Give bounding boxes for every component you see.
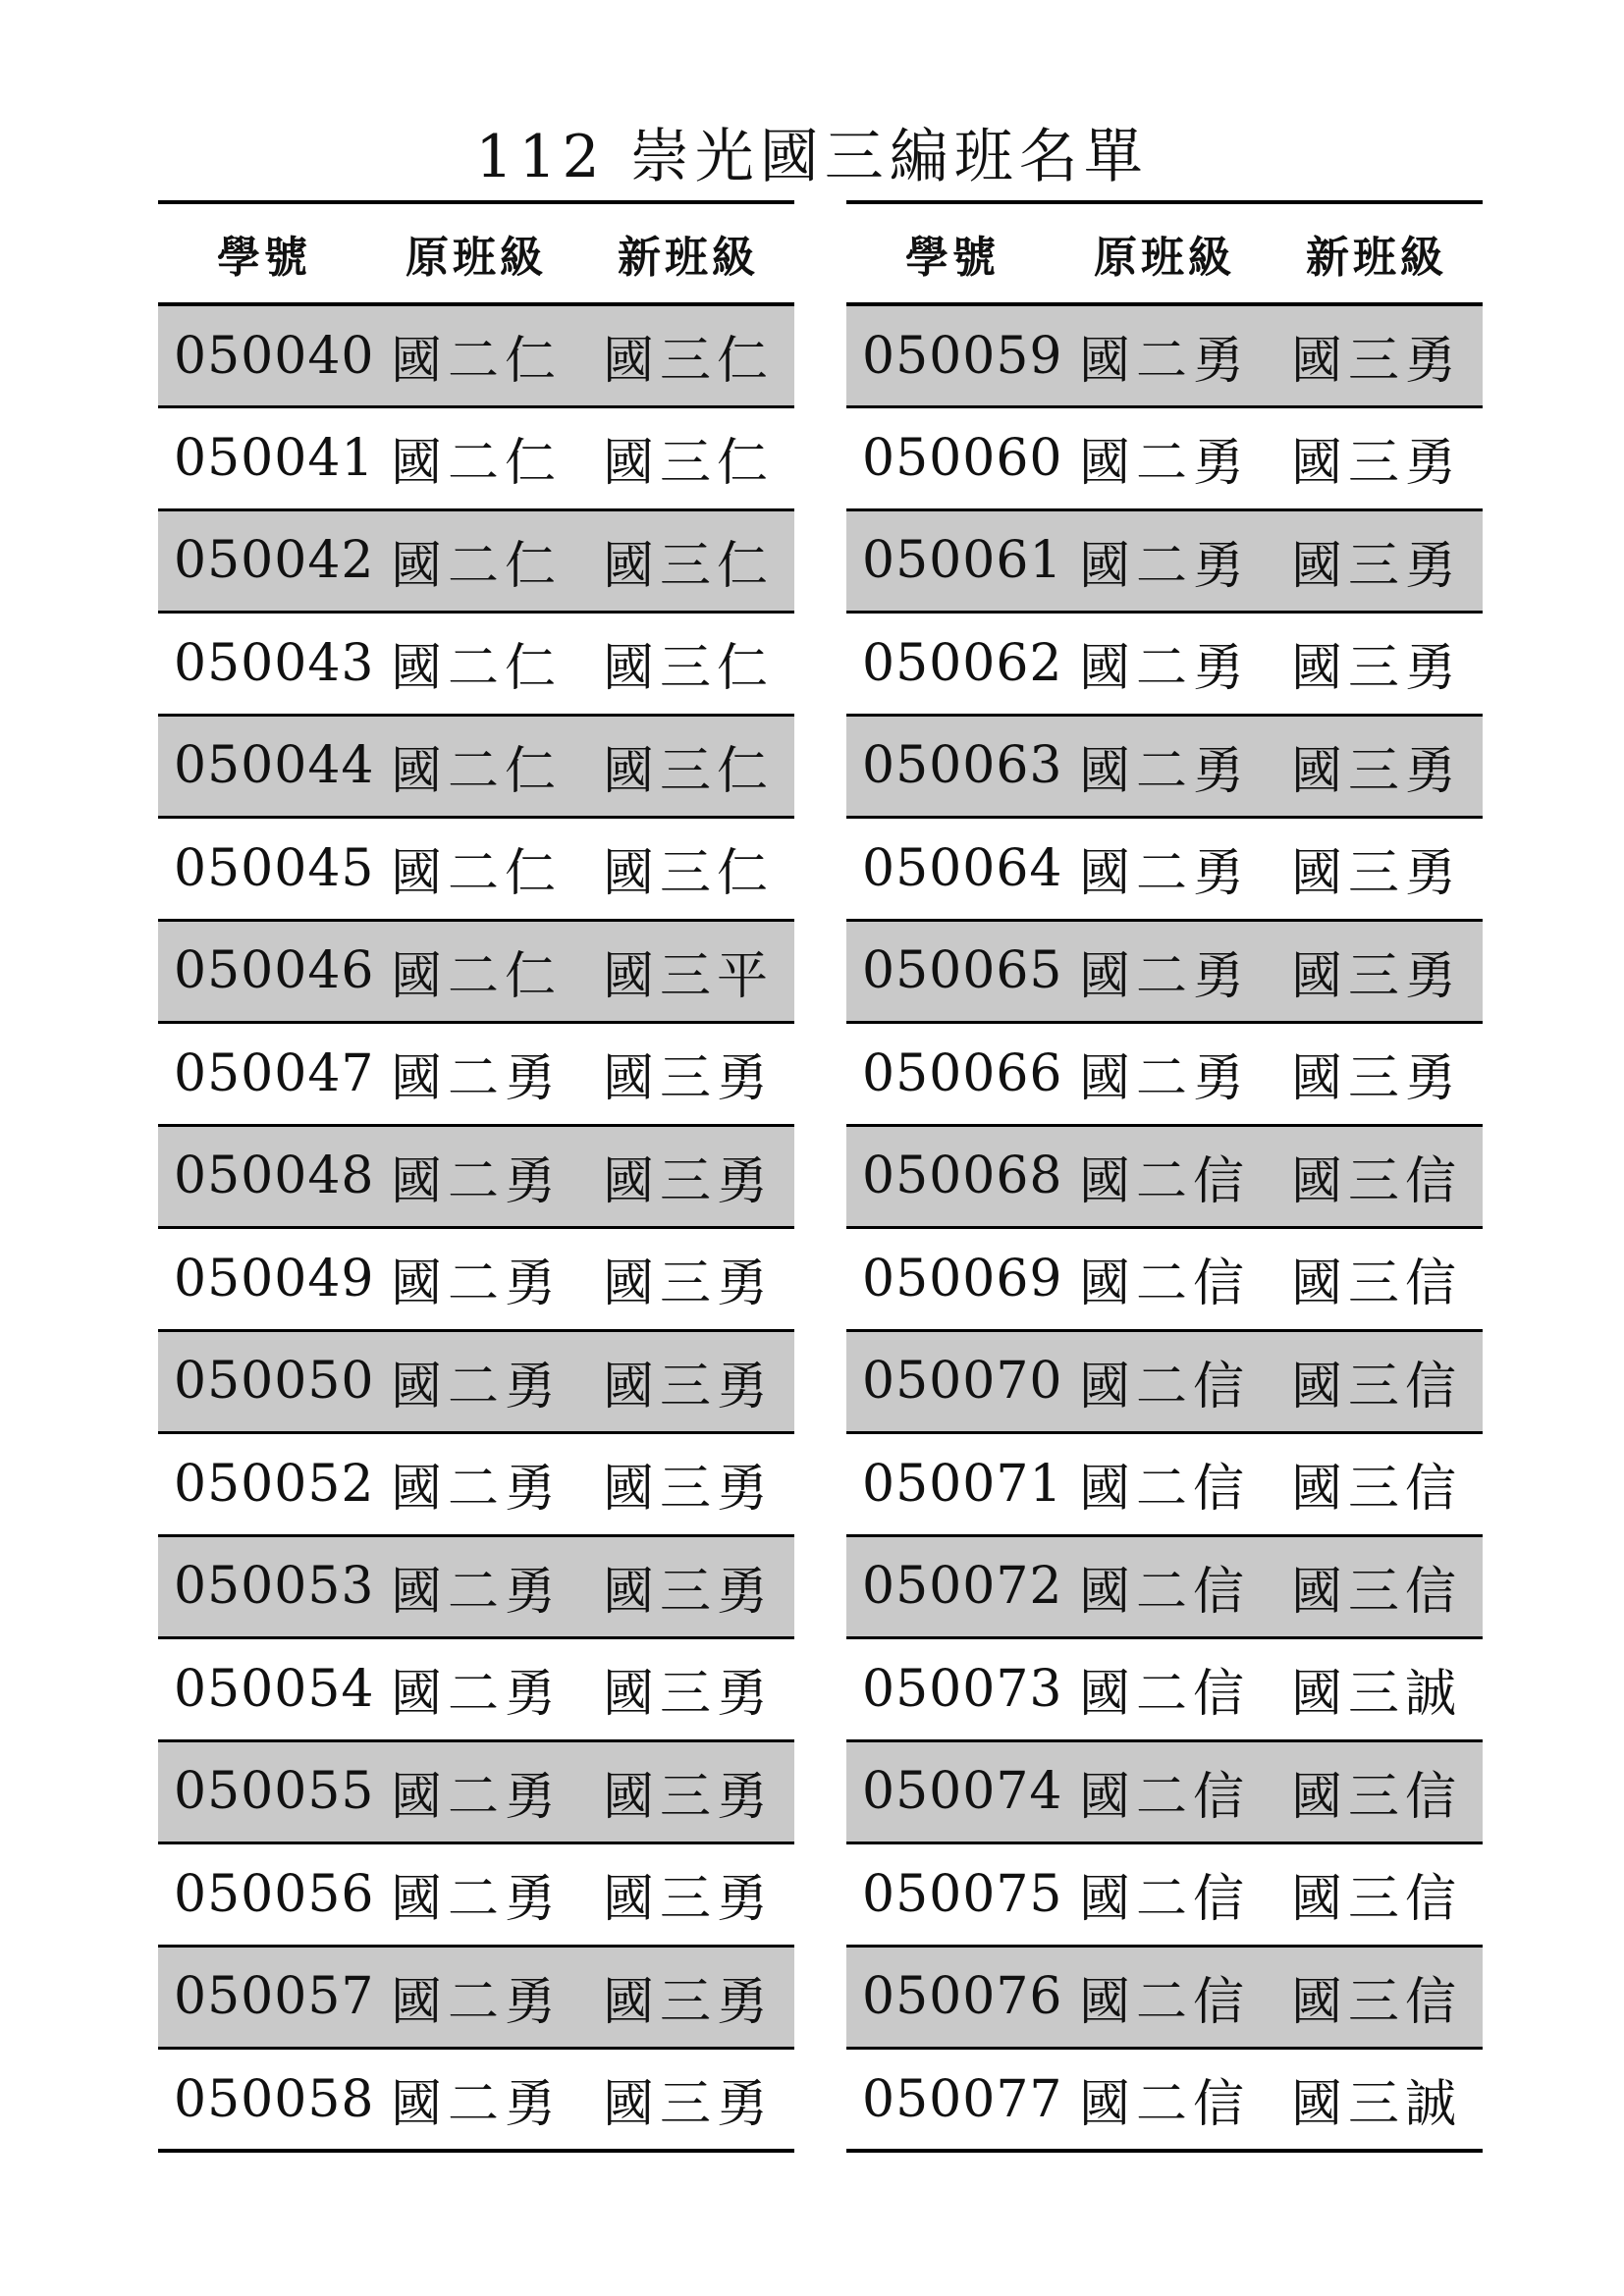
old-class-cell: 國二仁 (370, 920, 582, 1023)
student-id-cell: 050057 (158, 1946, 370, 2049)
old-class-cell: 國二信 (1058, 1946, 1271, 2049)
old-class-cell: 國二勇 (1058, 613, 1271, 716)
new-class-cell: 國三信 (1271, 1228, 1483, 1331)
new-class-cell: 國三勇 (1271, 818, 1483, 921)
table-row (846, 818, 1483, 921)
table-row (846, 1843, 1483, 1947)
old-class-cell: 國二信 (1058, 1638, 1271, 1741)
new-class-cell: 國三信 (1271, 1740, 1483, 1843)
table-row (846, 920, 1483, 1023)
new-class-cell: 國三勇 (582, 1330, 794, 1433)
student-id-cell: 050073 (846, 1638, 1058, 1741)
student-id-cell: 050060 (846, 407, 1058, 510)
student-id-cell: 050066 (846, 1023, 1058, 1126)
student-id-cell: 050047 (158, 1023, 370, 1126)
old-class-cell: 國二信 (1058, 1228, 1271, 1331)
table-row (158, 1740, 794, 1843)
table-row (158, 509, 794, 613)
student-id-cell: 050040 (158, 304, 370, 407)
new-class-cell: 國三仁 (582, 715, 794, 818)
new-class-cell: 國三勇 (1271, 407, 1483, 510)
old-class-cell: 國二勇 (370, 1330, 582, 1433)
table-row (158, 1946, 794, 2049)
new-class-cell: 國三信 (1271, 1125, 1483, 1228)
page-title: 112 崇光國三編班名單 (475, 123, 1149, 191)
old-class-cell: 國二仁 (370, 407, 582, 510)
student-id-cell: 050044 (158, 715, 370, 818)
old-class-cell: 國二勇 (1058, 818, 1271, 921)
student-id-cell: 050050 (158, 1330, 370, 1433)
student-id-cell: 050068 (846, 1125, 1058, 1228)
table-row (846, 509, 1483, 613)
table-row (158, 1330, 794, 1433)
student-id-cell: 050074 (846, 1740, 1058, 1843)
student-id-cell: 050062 (846, 613, 1058, 716)
student-id-cell: 050041 (158, 407, 370, 510)
table-row (158, 1228, 794, 1331)
new-class-cell: 國三勇 (582, 1023, 794, 1126)
new-class-cell: 國三信 (1271, 1946, 1483, 2049)
student-id-cell: 050049 (158, 1228, 370, 1331)
old-class-cell: 國二勇 (1058, 304, 1271, 407)
table-row (158, 715, 794, 818)
table-row (158, 1843, 794, 1947)
table-row (846, 407, 1483, 510)
old-class-cell: 國二勇 (1058, 715, 1271, 818)
new-class-cell: 國三勇 (582, 1946, 794, 2049)
new-class-cell: 國三勇 (582, 2049, 794, 2152)
student-id-cell: 050065 (846, 920, 1058, 1023)
student-id-cell: 050059 (846, 304, 1058, 407)
old-class-cell: 國二信 (1058, 2049, 1271, 2152)
header-row (158, 202, 794, 304)
old-class-cell: 國二勇 (370, 1433, 582, 1536)
student-id-cell: 050076 (846, 1946, 1058, 2049)
student-id-cell: 050052 (158, 1433, 370, 1536)
student-id-cell: 050046 (158, 920, 370, 1023)
new-class-cell: 國三信 (1271, 1843, 1483, 1947)
table-row (846, 1946, 1483, 2049)
old-class-cell: 國二勇 (370, 1638, 582, 1741)
new-class-cell: 國三勇 (582, 1535, 794, 1638)
table-row (846, 715, 1483, 818)
student-id-cell: 050075 (846, 1843, 1058, 1947)
table-row (846, 1535, 1483, 1638)
table-row (158, 920, 794, 1023)
new-class-cell: 國三仁 (582, 509, 794, 613)
new-class-cell: 國三平 (582, 920, 794, 1023)
student-id-cell: 050072 (846, 1535, 1058, 1638)
new-class-cell: 國三誠 (1271, 2049, 1483, 2152)
old-class-cell: 國二勇 (370, 1023, 582, 1126)
new-class-cell: 國三勇 (1271, 715, 1483, 818)
table-row (158, 2049, 794, 2152)
old-class-cell: 國二仁 (370, 613, 582, 716)
new-class-cell: 國三勇 (1271, 920, 1483, 1023)
student-id-cell: 050071 (846, 1433, 1058, 1536)
new-class-cell: 國三勇 (1271, 1023, 1483, 1126)
student-id-header: 學號 (846, 202, 1058, 304)
table-row (846, 1125, 1483, 1228)
old-class-cell: 國二信 (1058, 1740, 1271, 1843)
new-class-cell: 國三勇 (1271, 613, 1483, 716)
new-class-cell: 國三仁 (582, 613, 794, 716)
new-class-cell: 國三信 (1271, 1535, 1483, 1638)
old-class-cell: 國二信 (1058, 1535, 1271, 1638)
table-row (158, 1125, 794, 1228)
student-id-cell: 050045 (158, 818, 370, 921)
table-row (846, 2049, 1483, 2152)
old-class-cell: 國二勇 (1058, 920, 1271, 1023)
old-class-cell: 國二勇 (1058, 509, 1271, 613)
roster-body-right (846, 304, 1483, 2151)
new-class-header: 新班級 (1271, 202, 1483, 304)
table-row (846, 1638, 1483, 1741)
new-class-cell: 國三勇 (582, 1433, 794, 1536)
student-id-cell: 050069 (846, 1228, 1058, 1331)
old-class-cell: 國二勇 (370, 1946, 582, 2049)
roster-table-right (846, 200, 1483, 2153)
roster-table-left (158, 200, 794, 2153)
table-row (158, 304, 794, 407)
student-id-cell: 050042 (158, 509, 370, 613)
old-class-cell: 國二勇 (370, 1228, 582, 1331)
student-id-cell: 050043 (158, 613, 370, 716)
old-class-cell: 國二信 (1058, 1330, 1271, 1433)
old-class-cell: 國二信 (1058, 1125, 1271, 1228)
table-row (846, 1330, 1483, 1433)
old-class-cell: 國二仁 (370, 715, 582, 818)
student-id-cell: 050056 (158, 1843, 370, 1947)
new-class-cell: 國三勇 (1271, 509, 1483, 613)
student-id-cell: 050048 (158, 1125, 370, 1228)
old-class-header: 原班級 (1058, 202, 1271, 304)
student-id-cell: 050064 (846, 818, 1058, 921)
student-id-cell: 050055 (158, 1740, 370, 1843)
old-class-cell: 國二勇 (370, 1535, 582, 1638)
old-class-cell: 國二信 (1058, 1843, 1271, 1947)
student-id-cell: 050054 (158, 1638, 370, 1741)
student-id-header: 學號 (158, 202, 370, 304)
new-class-cell: 國三仁 (582, 818, 794, 921)
table-row (158, 613, 794, 716)
old-class-cell: 國二勇 (370, 2049, 582, 2152)
new-class-cell: 國三勇 (582, 1740, 794, 1843)
new-class-cell: 國三勇 (582, 1638, 794, 1741)
new-class-cell: 國三仁 (582, 407, 794, 510)
new-class-cell: 國三勇 (1271, 304, 1483, 407)
table-row (846, 1740, 1483, 1843)
table-row (846, 304, 1483, 407)
student-id-cell: 050053 (158, 1535, 370, 1638)
new-class-cell: 國三信 (1271, 1433, 1483, 1536)
old-class-cell: 國二勇 (1058, 1023, 1271, 1126)
table-row (846, 613, 1483, 716)
table-row (158, 818, 794, 921)
old-class-cell: 國二信 (1058, 1433, 1271, 1536)
student-id-cell: 050061 (846, 509, 1058, 613)
table-row (158, 1433, 794, 1536)
new-class-cell: 國三誠 (1271, 1638, 1483, 1741)
table-row (158, 1023, 794, 1126)
old-class-cell: 國二勇 (370, 1125, 582, 1228)
student-id-cell: 050058 (158, 2049, 370, 2152)
new-class-cell: 國三勇 (582, 1228, 794, 1331)
old-class-cell: 國二勇 (370, 1843, 582, 1947)
table-row (158, 1638, 794, 1741)
table-row (158, 407, 794, 510)
header-row (846, 202, 1483, 304)
student-id-cell: 050063 (846, 715, 1058, 818)
table-row (846, 1433, 1483, 1536)
old-class-cell: 國二勇 (370, 1740, 582, 1843)
old-class-header: 原班級 (370, 202, 582, 304)
table-row (158, 1535, 794, 1638)
new-class-cell: 國三勇 (582, 1843, 794, 1947)
table-row (846, 1228, 1483, 1331)
roster-body-left (158, 304, 794, 2151)
old-class-cell: 國二仁 (370, 818, 582, 921)
old-class-cell: 國二仁 (370, 509, 582, 613)
old-class-cell: 國二勇 (1058, 407, 1271, 510)
new-class-cell: 國三勇 (582, 1125, 794, 1228)
student-id-cell: 050077 (846, 2049, 1058, 2152)
old-class-cell: 國二仁 (370, 304, 582, 407)
student-id-cell: 050070 (846, 1330, 1058, 1433)
table-row (846, 1023, 1483, 1126)
new-class-header: 新班級 (582, 202, 794, 304)
new-class-cell: 國三仁 (582, 304, 794, 407)
new-class-cell: 國三信 (1271, 1330, 1483, 1433)
